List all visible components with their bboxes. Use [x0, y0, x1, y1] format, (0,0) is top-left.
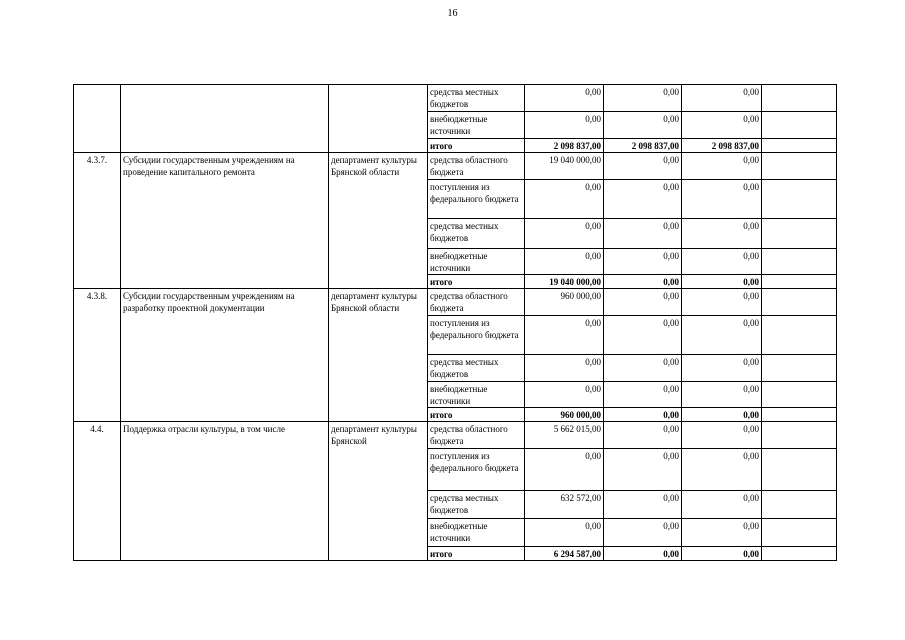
funding-source: внебюджетные источники	[428, 382, 525, 408]
value-cell: 0,00	[682, 112, 762, 139]
note-cell	[762, 519, 837, 547]
funding-source: средства областного бюджета	[428, 289, 525, 316]
value-cell: 0,00	[525, 355, 604, 382]
funding-source: средства местных бюджетов	[428, 491, 525, 519]
value-cell: 6 294 587,00	[525, 547, 604, 561]
value-cell: 0,00	[604, 180, 682, 219]
funding-source: внебюджетные источники	[428, 112, 525, 139]
funding-source: внебюджетные источники	[428, 519, 525, 547]
table-row	[74, 153, 837, 180]
note-cell	[762, 408, 837, 422]
value-cell: 0,00	[604, 547, 682, 561]
funding-source: средства местных бюджетов	[428, 219, 525, 249]
note-cell	[762, 180, 837, 219]
item-executor: департамент культуры Брянской области	[329, 153, 428, 289]
table-row	[74, 85, 837, 112]
funding-source: средства областного бюджета	[428, 422, 525, 449]
total-label: итого	[428, 139, 525, 153]
value-cell: 0,00	[604, 449, 682, 491]
item-code: 4.4.	[74, 422, 121, 561]
value-cell: 0,00	[682, 249, 762, 275]
table-row	[74, 289, 837, 316]
value-cell: 0,00	[525, 219, 604, 249]
name-cell	[121, 85, 329, 153]
funding-source: поступления из федерального бюджета	[428, 316, 525, 355]
value-cell: 0,00	[682, 180, 762, 219]
item-code: 4.3.7.	[74, 153, 121, 289]
item-code: 4.3.8.	[74, 289, 121, 422]
value-cell: 0,00	[604, 519, 682, 547]
funding-source: средства областного бюджета	[428, 153, 525, 180]
value-cell: 19 040 000,00	[525, 153, 604, 180]
total-label: итого	[428, 408, 525, 422]
value-cell: 2 098 837,00	[525, 139, 604, 153]
value-cell: 0,00	[682, 355, 762, 382]
note-cell	[762, 289, 837, 316]
value-cell: 0,00	[682, 491, 762, 519]
value-cell: 0,00	[525, 519, 604, 547]
value-cell: 0,00	[525, 449, 604, 491]
note-cell	[762, 449, 837, 491]
value-cell: 19 040 000,00	[525, 275, 604, 289]
code-cell	[74, 85, 121, 153]
note-cell	[762, 249, 837, 275]
value-cell: 0,00	[604, 491, 682, 519]
funding-source: средства местных бюджетов	[428, 85, 525, 112]
note-cell	[762, 422, 837, 449]
note-cell	[762, 547, 837, 561]
value-cell: 0,00	[682, 382, 762, 408]
item-name: Субсидии государственным учреждениям на проведение капитального ремонта	[121, 153, 329, 289]
value-cell: 0,00	[604, 275, 682, 289]
note-cell	[762, 382, 837, 408]
value-cell: 0,00	[682, 519, 762, 547]
note-cell	[762, 491, 837, 519]
item-name: Поддержка отрасли культуры, в том числе	[121, 422, 329, 561]
value-cell: 0,00	[525, 112, 604, 139]
value-cell: 0,00	[525, 85, 604, 112]
value-cell: 0,00	[682, 289, 762, 316]
funding-source: внебюджетные источники	[428, 249, 525, 275]
item-executor: департамент культуры Брянской области	[329, 289, 428, 422]
executor-cell	[329, 85, 428, 153]
value-cell: 5 662 015,00	[525, 422, 604, 449]
value-cell: 0,00	[682, 422, 762, 449]
value-cell: 0,00	[682, 316, 762, 355]
table-row	[74, 422, 837, 449]
value-cell: 0,00	[525, 180, 604, 219]
total-label: итого	[428, 275, 525, 289]
value-cell: 0,00	[682, 219, 762, 249]
value-cell: 0,00	[682, 547, 762, 561]
value-cell: 2 098 837,00	[604, 139, 682, 153]
value-cell: 0,00	[604, 219, 682, 249]
value-cell: 960 000,00	[525, 408, 604, 422]
value-cell: 2 098 837,00	[682, 139, 762, 153]
value-cell: 0,00	[682, 408, 762, 422]
funding-source: поступления из федерального бюджета	[428, 449, 525, 491]
value-cell: 0,00	[604, 355, 682, 382]
note-cell	[762, 139, 837, 153]
value-cell: 0,00	[604, 85, 682, 112]
note-cell	[762, 275, 837, 289]
value-cell: 0,00	[682, 449, 762, 491]
note-cell	[762, 153, 837, 180]
item-executor: департамент культуры Брянской	[329, 422, 428, 561]
item-name: Субсидии государственным учреждениям на разработку проектной документации	[121, 289, 329, 422]
funding-source: поступления из федерального бюджета	[428, 180, 525, 219]
note-cell	[762, 112, 837, 139]
page-number: 16	[447, 8, 458, 19]
value-cell: 632 572,00	[525, 491, 604, 519]
total-label: итого	[428, 547, 525, 561]
note-cell	[762, 316, 837, 355]
value-cell: 0,00	[604, 422, 682, 449]
value-cell: 0,00	[682, 153, 762, 180]
value-cell: 0,00	[525, 249, 604, 275]
value-cell: 0,00	[604, 289, 682, 316]
value-cell: 0,00	[604, 153, 682, 180]
note-cell	[762, 219, 837, 249]
value-cell: 0,00	[604, 408, 682, 422]
value-cell: 0,00	[604, 382, 682, 408]
note-cell	[762, 85, 837, 112]
value-cell: 0,00	[604, 316, 682, 355]
value-cell: 0,00	[604, 249, 682, 275]
value-cell: 0,00	[682, 85, 762, 112]
budget-table	[73, 84, 837, 561]
value-cell: 0,00	[525, 316, 604, 355]
note-cell	[762, 355, 837, 382]
value-cell: 0,00	[525, 382, 604, 408]
funding-source: средства местных бюджетов	[428, 355, 525, 382]
value-cell: 0,00	[682, 275, 762, 289]
value-cell: 0,00	[604, 112, 682, 139]
value-cell: 960 000,00	[525, 289, 604, 316]
